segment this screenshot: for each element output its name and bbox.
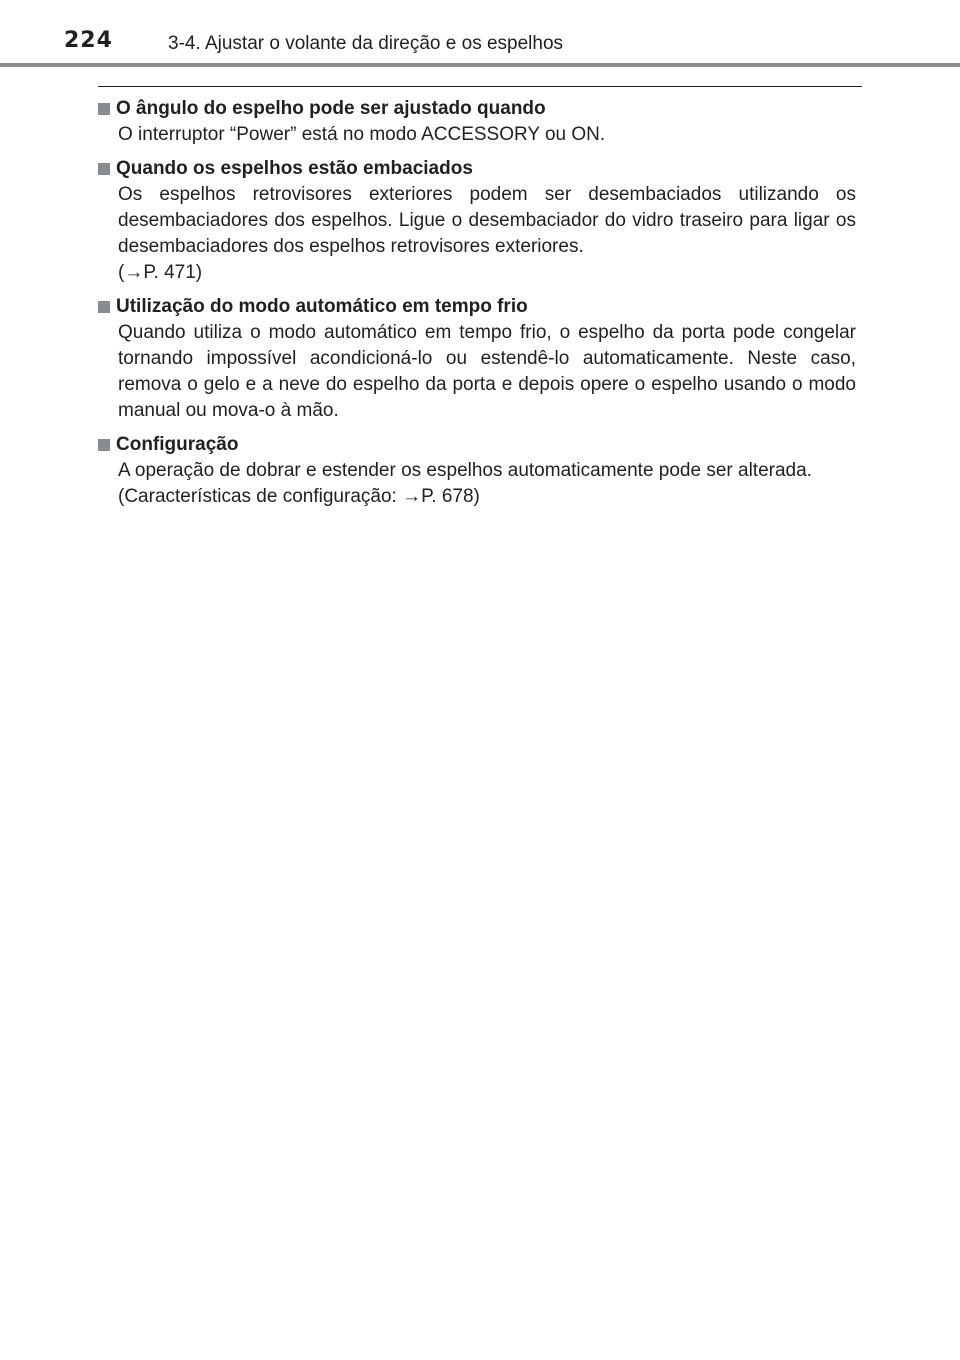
item-heading <box>98 156 856 182</box>
square-bullet-icon <box>98 103 110 115</box>
item-body <box>118 182 856 286</box>
info-item <box>98 96 856 148</box>
item-paragraph: Quando utiliza o modo automático em tempo frio, o espelho da porta pode congelar tornando impossível acondicioná-lo ou estendê-lo automaticamente. Neste caso, remova o gelo e a neve do espelho da porta e depois opere o espelho usando o modo manual ou mova-o à mão. <box>118 322 856 421</box>
item-body <box>118 458 856 510</box>
page-header <box>0 0 960 64</box>
item-paragraph: Os espelhos retrovisores exteriores podem ser desembaciados utilizando os desembaciadores dos espelhos. Ligue o desembaciador do vidro traseiro para ligar os desembaciadores dos espelhos retrovisores exteriores. <box>118 184 856 257</box>
content-area <box>98 96 856 518</box>
page-reference: (→P. 471) <box>118 262 203 283</box>
info-item <box>98 432 856 510</box>
item-body <box>118 122 856 148</box>
item-paragraph: O interruptor “Power” está no modo ACCESSORY ou ON. <box>118 124 606 145</box>
item-heading-text: O ângulo do espelho pode ser ajustado quando <box>116 98 546 119</box>
item-heading <box>98 432 856 458</box>
item-heading-text: Quando os espelhos estão embaciados <box>116 158 473 179</box>
item-paragraph: A operação de dobrar e estender os espelhos automaticamente pode ser alterada. <box>118 460 812 481</box>
header-divider <box>0 63 960 67</box>
square-bullet-icon <box>98 301 110 313</box>
info-item <box>98 156 856 286</box>
page-number: 224 <box>64 28 113 53</box>
item-heading <box>98 294 856 320</box>
square-bullet-icon <box>98 163 110 175</box>
item-heading-text: Configuração <box>116 434 239 455</box>
item-body <box>118 320 856 424</box>
section-title: 3-4. Ajustar o volante da direção e os espelhos <box>168 33 564 54</box>
item-heading-text: Utilização do modo automático em tempo frio <box>116 296 528 317</box>
square-bullet-icon <box>98 439 110 451</box>
item-heading <box>98 96 856 122</box>
content-divider <box>98 86 862 87</box>
page-reference: (Características de configuração: →P. 678) <box>118 486 480 507</box>
info-item <box>98 294 856 424</box>
